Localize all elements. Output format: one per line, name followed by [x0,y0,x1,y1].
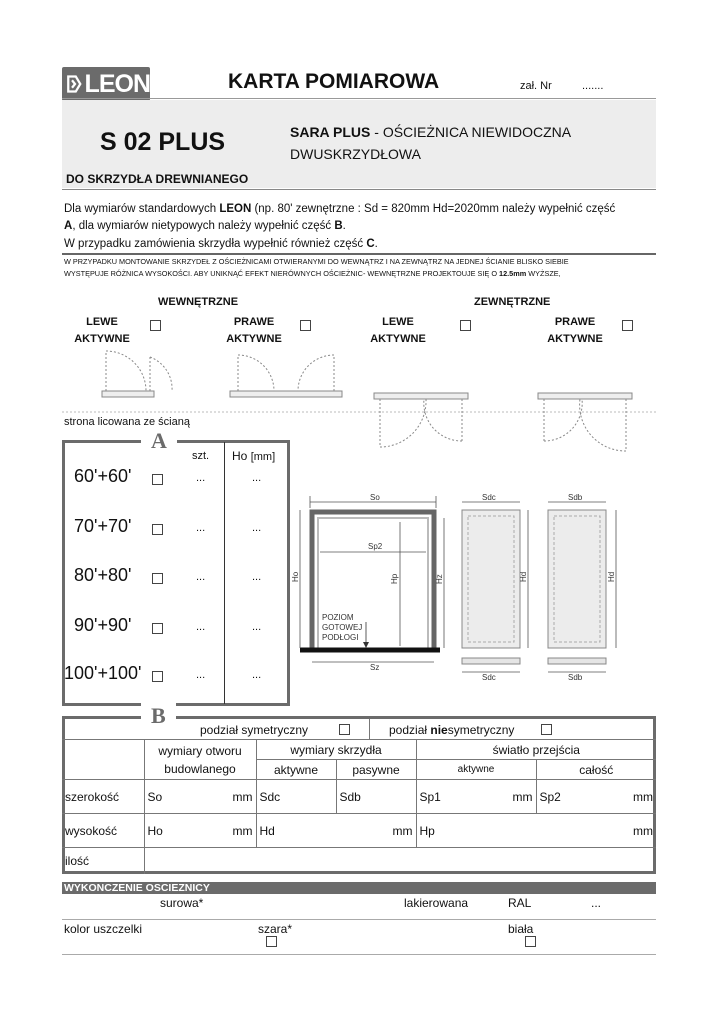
floor-label-3: PODŁOGI [322,633,359,642]
lacquered-label: lakierowana [404,896,469,910]
product-name-line2: DWUSKRZYDŁOWA [290,146,421,162]
height-row-label: wysokość [62,814,144,848]
frame-diagram [290,488,656,688]
size-row: 80'+80' ... ... [74,565,262,585]
sp2-label: Sp2 [368,542,383,551]
size-checkbox[interactable] [152,524,163,535]
outer-left-swing-icon [374,393,468,447]
sp1-field[interactable]: Sp1 mm [416,780,536,814]
so-label: So [370,493,380,502]
product-code: S 02 PLUS [100,128,226,156]
white-checkbox[interactable] [525,936,536,947]
symmetric-checkbox[interactable] [339,724,350,735]
leaf-active-header: aktywne [256,760,336,780]
white-label: biała [508,922,534,936]
so-field[interactable]: So mm [144,780,256,814]
inner-left-label: LEWE AKTYWNE [74,316,130,345]
floor-label-1: POZIOM [322,613,354,622]
qty-header: szt. [192,450,210,462]
hz-label: Hz [435,574,444,584]
intro-line-1: Dla wymiarów standardowych LEON (np. 80' zewnętrzne : Sd = 820mm Hd=2020mm należy wypełnić część [64,203,616,215]
size-row: 100'+100' ... ... [64,663,262,683]
leon-logo-mark-icon [66,71,83,97]
page-title: KARTA POMIAROWA [228,70,440,93]
ral-label: RAL [508,896,532,910]
size-checkbox[interactable] [152,573,163,584]
hd-label-passive: Hd [607,571,616,582]
size-checkbox[interactable] [152,671,163,682]
ral-value[interactable]: ... [591,896,602,910]
logo [62,67,150,101]
logo-text: LEON [84,69,150,98]
size-row: 60'+60' ... ... [74,466,262,486]
sdc-top-label: Sdc [482,493,496,502]
outer-right-checkbox[interactable] [622,320,633,331]
symmetric-label: podział symetryczny [200,723,309,737]
sdc-field[interactable]: Sdc [256,780,336,814]
intro-line-3: W przypadku zamówienia skrzydła wypełnić również część C. [64,238,378,250]
outer-left-checkbox[interactable] [460,320,471,331]
hd-label-active: Hd [519,571,528,582]
sdb-bottom-label: Sdb [568,673,583,682]
light-header: światło przejścia [416,740,656,760]
product-name-rest: - OŚCIEŻNICA NIEWIDOCZNA [370,124,572,140]
inner-label: WEWNĘTRZNE [158,296,239,308]
qty-row-label: ilość [62,848,144,874]
inner-left-swing-icon [102,351,172,397]
intro-line-2: A, dla wymiarów nietypowych należy wypełnić część B. [64,220,346,232]
width-row-label: szerokość [62,780,144,814]
floor-label-2: GOTOWEJ [322,623,363,632]
hp-field[interactable]: Hp mm [416,814,656,848]
size-row: 90'+90' ... ... [74,615,262,635]
leaf-passive-header: pasywne [336,760,416,780]
inner-left-checkbox[interactable] [150,320,161,331]
sdb-top-label: Sdb [568,493,583,502]
hd-field[interactable]: Hd mm [256,814,416,848]
outer-left-label: LEWE AKTYWNE [370,316,426,345]
sdc-bottom-label: Sdc [482,673,496,682]
ho-label: Ho [291,571,300,582]
raw-label: surowa* [160,896,204,910]
notice-line-2: WYSTĘPUJE RÓŻNICA WYSOKOŚCI. ABY UNIKNĄĆ EFEKT NIERÓWNYCH OŚCIEŻNIC- WEWNĘTRZNE PROJEKTOUJE SIĘ O 12.5mm WYŻSZE, [64,269,561,278]
qty-field[interactable] [144,848,656,874]
asymmetric-checkbox[interactable] [541,724,552,735]
seal-label: kolor uszczelki [64,922,143,936]
hp-label: Hp [390,573,399,584]
product-subtitle: DO SKRZYDŁA DREWNIANEGO [66,172,249,186]
opening-header: wymiary otworu budowlanego [144,740,256,780]
sz-label: Sz [370,663,380,672]
size-checkbox[interactable] [152,474,163,485]
light-active-header: aktywne [416,760,536,780]
finish-heading: WYKONCZENIE OSCIEZNICY [62,882,656,894]
inner-right-checkbox[interactable] [300,320,311,331]
leaf-header: wymiary skrzydła [256,740,416,760]
product-name [290,124,571,140]
light-total-header: całość [536,760,656,780]
grey-label: szara* [258,922,293,936]
dimensions-table [62,739,656,874]
section-a-letter: A [141,428,177,454]
product-name-bold: SARA PLUS [290,124,371,140]
ho-field[interactable]: Ho mm [144,814,256,848]
inner-right-label: PRAWE AKTYWNE [226,316,282,345]
b-divider-top [369,719,370,739]
flush-note: strona licowana ze ścianą [64,416,190,428]
sdb-field[interactable]: Sdb [336,780,416,814]
asymmetric-label: podział niesymetryczny [389,723,515,737]
size-checkbox[interactable] [152,623,163,634]
inner-right-swing-icon [230,355,342,397]
sp2-field[interactable]: Sp2 mm [536,780,656,814]
grey-checkbox[interactable] [266,936,277,947]
size-row: 70'+70' ... ... [74,516,262,536]
section-b-letter: B [141,703,176,729]
notice-line-1: W PRZYPADKU MONTOWANIE SKRZYDEŁ Z OŚCIEŻNICAMI OTWIERANYMI DO WEWNĄTRZ I NA ZEWNĄTRZ NA JEDNEJ ŚCIANIE BLISKO SIEBIE [64,257,569,266]
ho-header: Ho [mm] [232,449,276,463]
attachment-label: zał. Nr [520,80,552,92]
attachment-value: ....... [582,80,604,92]
outer-right-swing-icon [538,393,632,451]
outer-right-label: PRAWE AKTYWNE [547,316,603,345]
outer-label: ZEWNĘTRZNE [474,296,551,308]
